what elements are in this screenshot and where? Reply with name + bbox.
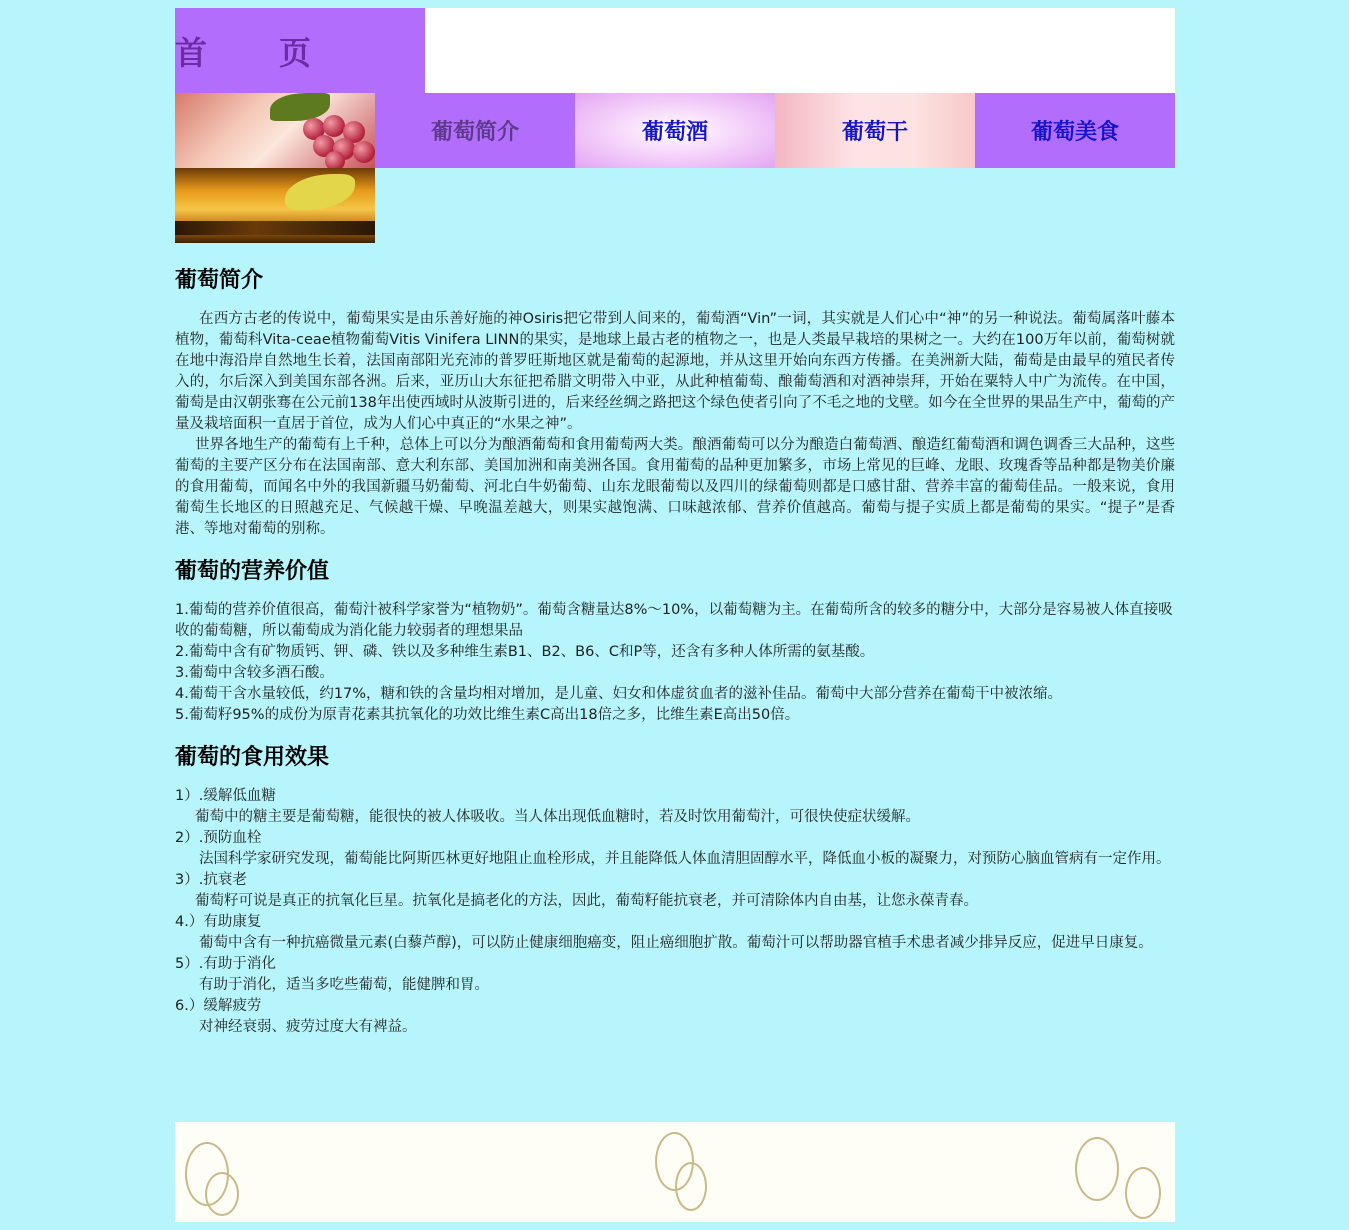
effects-section bbox=[175, 736, 1175, 1038]
grape-image bbox=[175, 93, 375, 168]
effect-body: 有助于消化，适当多吃些葡萄，能健脾和胃。 bbox=[199, 977, 489, 993]
effect-body: 葡萄中含有一种抗癌微量元素(白藜芦醇)，可以防止健康细胞癌变，阻止癌细胞扩散。葡萄汁可以帮助器官植手术患者减少排异反应，促进早日康复。 bbox=[199, 935, 1153, 951]
nutrition-item: 5.葡萄籽95%的成份为原青花素其抗氧化的功效比维生素C高出18倍之多，比维生素E高出50倍。 bbox=[175, 707, 800, 723]
nutrition-item: 1.葡萄的营养价值很高，葡萄汁被科学家誉为“植物奶”。葡萄含糖量达8%～10%，以葡萄糖为主。在葡萄所含的较多的糖分中，大部分是容易被人体直接吸收的葡萄糖，所以葡萄成为消化能力较弱者的理想果品 bbox=[175, 602, 1173, 639]
footer-decoration bbox=[175, 1122, 1175, 1222]
effect-body: 葡萄籽可说是真正的抗氧化巨星。抗氧化是搞老化的方法，因此，葡萄籽能抗衰老，并可清除体内自由基，让您永葆青春。 bbox=[195, 893, 978, 909]
vine-curl-decoration bbox=[1125, 1167, 1161, 1219]
nutrition-section bbox=[175, 550, 1175, 726]
home-link[interactable] bbox=[175, 8, 425, 93]
page-container bbox=[175, 8, 1175, 1038]
effect-heading: 5）.有助于消化 bbox=[175, 956, 276, 972]
main-content bbox=[175, 259, 1175, 1038]
grape-berry bbox=[325, 151, 345, 168]
effect-heading: 4.）有助康复 bbox=[175, 914, 262, 930]
header-banner bbox=[425, 8, 1175, 93]
nav-item-raisin[interactable]: 葡萄干 bbox=[775, 93, 975, 168]
nav-item-intro[interactable]: 葡萄简介 bbox=[375, 93, 575, 168]
grape-berry bbox=[323, 115, 345, 137]
grape-berry bbox=[353, 141, 375, 163]
nav-item-food[interactable]: 葡萄美食 bbox=[975, 93, 1175, 168]
intro-paragraph-2: 世界各地生产的葡萄有上千种，总体上可以分为酿酒葡萄和食用葡萄两大类。酿酒葡萄可以分为酿造白葡萄酒、酿造红葡萄酒和调色调香三大品种，这些葡萄的主要产区分布在法国南部、意大利东部、美国加洲和南美洲各国。食用葡萄的品种更加繁多，市场上常见的巨峰、龙眼、玫瑰香等品种都是物美价廉的食用葡萄，而闻名中外的我国新疆马奶葡萄、河北白牛奶葡萄、山东龙眼葡萄以及四川的绿葡萄则都是口感甘甜、营养丰富的葡萄佳品。一般来说，食用葡萄生长地区的日照越充足、气候越干燥、早晚温差越大，则果实越饱满、口味越浓郁、营养价值越高。葡萄与提子实质上都是葡萄的果实。“提子”是香港、等地对葡萄的别称。 bbox=[175, 437, 1175, 537]
nutrition-title: 葡萄的营养价值 bbox=[175, 559, 330, 584]
table-edge-decoration bbox=[175, 221, 375, 235]
vine-curl-decoration bbox=[675, 1162, 707, 1211]
grape-leaf-decoration bbox=[270, 93, 330, 121]
effect-body: 葡萄中的糖主要是葡萄糖，能很快的被人体吸收。当人体出现低血糖时，若及时饮用葡萄汁，可很快使症状缓解。 bbox=[195, 809, 920, 825]
effect-heading: 2）.预防血栓 bbox=[175, 830, 262, 846]
effect-heading: 6.）缓解疲劳 bbox=[175, 998, 262, 1014]
header bbox=[175, 8, 1175, 93]
effect-body: 法国科学家研究发现，葡萄能比阿斯匹林更好地阻止血栓形成，并且能降低人体血清胆固醇水平，降低血小板的凝聚力，对预防心脑血管病有一定作用。 bbox=[199, 851, 1171, 867]
effects-title: 葡萄的食用效果 bbox=[175, 745, 330, 770]
intro-title: 葡萄简介 bbox=[175, 268, 264, 293]
intro-section bbox=[175, 259, 1175, 540]
leaf-decoration bbox=[285, 174, 355, 210]
nav-bar bbox=[175, 93, 1175, 168]
intro-paragraph-1: 在西方古老的传说中，葡萄果实是由乐善好施的神Osiris把它带到人间来的，葡萄酒“Vin”一词，其实就是人们心中“神”的另一种说法。葡萄属落叶藤本植物，葡萄科Vita-ceae植物葡萄Vitis Vinifera LINN的果实，是地球上最古老的植物之一，也是人类最早栽培的果树之一。大约在100万年以前，葡萄树就在地中海沿岸自然地生长着，法国南部阳光充沛的普罗旺斯地区就是葡萄的起源地，并从这里开始向东西方传播。在美洲新大陆，葡萄是由最早的殖民者传入的，尔后深入到美国东部各洲。后来，亚历山大东征把希腊文明带入中亚，从此种植葡萄、酿葡萄酒和对酒神崇拜，开始在粟特人中广为流传。在中国，葡萄是由汉朝张骞在公元前138年出使西域时从波斯引进的，后来经丝绸之路把这个绿色使者引向了不毛之地的戈壁。如今在全世界的果品生产中，葡萄的产量及栽培面积一直居于首位，成为人们心中真正的“水果之神”。 bbox=[175, 311, 1175, 432]
effect-heading: 3）.抗衰老 bbox=[175, 872, 247, 888]
vine-curl-decoration bbox=[1075, 1137, 1119, 1201]
nutrition-item: 2.葡萄中含有矿物质钙、钾、磷、铁以及多种维生素B1、B2、B6、C和P等，还含有多种人体所需的氨基酸。 bbox=[175, 644, 875, 660]
nutrition-item: 4.葡萄干含水量较低，约17%，糖和铁的含量均相对增加，是儿童、妇女和体虚贫血者的滋补佳品。葡萄中大部分营养在葡萄干中被浓缩。 bbox=[175, 686, 1063, 702]
vine-curl-decoration bbox=[205, 1172, 239, 1216]
nav-item-wine[interactable]: 葡萄酒 bbox=[575, 93, 775, 168]
effect-heading: 1）.缓解低血糖 bbox=[175, 788, 276, 804]
home-label: 首 页 bbox=[175, 33, 332, 72]
golden-grape-image bbox=[175, 168, 375, 243]
nutrition-item: 3.葡萄中含较多酒石酸。 bbox=[175, 665, 334, 681]
effect-body: 对神经衰弱、疲劳过度大有裨益。 bbox=[199, 1019, 417, 1035]
